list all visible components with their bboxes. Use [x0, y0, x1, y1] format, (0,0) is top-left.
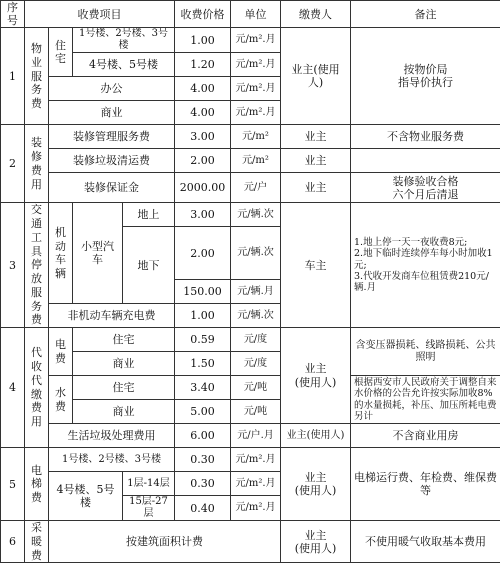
sub-category: 地下: [123, 227, 175, 304]
section-no: 5: [1, 448, 25, 521]
unit-cell: 元/m².月: [231, 448, 281, 472]
remark-cell: 电梯运行费、年检费、维保费等: [351, 448, 500, 521]
header-payer: 缴费人: [281, 1, 351, 28]
section-no: 3: [1, 203, 25, 328]
remark-cell: 装修验收合格 六个月后清退: [351, 173, 500, 203]
payer-cell: 业主: [281, 173, 351, 203]
item-cell: 住宅: [73, 376, 175, 400]
unit-cell: 元/辆.月: [231, 280, 281, 304]
section-no: 4: [1, 328, 25, 448]
sub-category: 水费: [49, 376, 73, 424]
item-cell: 非机动车辆充电费: [49, 304, 175, 328]
payer-cell: 业主(使用人): [281, 28, 351, 125]
sub-category: 电费: [49, 328, 73, 376]
price-cell: 2.00: [175, 149, 231, 173]
header-price: 收费价格: [175, 1, 231, 28]
price-cell: 3.00: [175, 203, 231, 227]
price-cell: 0.59: [175, 328, 231, 352]
sub-category: 住宅: [49, 28, 73, 77]
section-category: 物业服务费: [25, 28, 49, 125]
unit-cell: 元/m².月: [231, 53, 281, 77]
remark-cell: 按物价局 指导价执行: [351, 28, 500, 125]
payer-cell: 业主 (使用人): [281, 521, 351, 563]
section-category: 交通工具停放服务费: [25, 203, 49, 328]
table-row: [1, 28, 500, 53]
payer-cell: 业主 (使用人): [281, 448, 351, 521]
unit-cell: 元/m².月: [231, 77, 281, 101]
item-cell: 按建筑面积计费: [49, 521, 281, 563]
price-cell: 3.40: [175, 376, 231, 400]
price-cell: 1.00: [175, 28, 231, 53]
price-cell: 0.30: [175, 472, 231, 496]
remark-cell: 1.地上停一天一夜收费8元; 2.地下临时连续停车每小时加收1元; 3.代收开发商车位租赁费210元/辆.月: [351, 203, 500, 328]
sub-category: 机动车辆: [49, 203, 73, 304]
section-no: 1: [1, 28, 25, 125]
header-remark: 备注: [351, 1, 500, 28]
unit-cell: 元/m²: [231, 125, 281, 149]
remark-cell: 不含商业用房: [351, 424, 500, 448]
header-item: 收费项目: [25, 1, 175, 28]
header-no: 序号: [1, 1, 25, 28]
sub-category: 4号楼、5号楼: [49, 472, 123, 521]
item-cell: 生活垃圾处理费用: [49, 424, 175, 448]
remark-cell: 不使用暖气收取基本费用: [351, 521, 500, 563]
price-cell: 6.00: [175, 424, 231, 448]
remark-cell: 不含物业服务费: [351, 125, 500, 149]
unit-cell: 元/辆.次: [231, 203, 281, 227]
unit-cell: 元/m².月: [231, 472, 281, 496]
price-cell: 5.00: [175, 400, 231, 424]
item-cell: 装修管理服务费: [49, 125, 175, 149]
price-cell: 3.00: [175, 125, 231, 149]
sub-category: 地上: [123, 203, 175, 227]
payer-cell: 业主: [281, 149, 351, 173]
unit-cell: 元/户.月: [231, 424, 281, 448]
payer-cell: 车主: [281, 203, 351, 328]
price-cell: 4.00: [175, 101, 231, 125]
section-category: 代收代缴费用: [25, 328, 49, 448]
section-no: 6: [1, 521, 25, 563]
table-row: [1, 149, 500, 173]
section-category: 装修费用: [25, 125, 49, 203]
payer-cell: 业主 (使用人): [281, 328, 351, 424]
unit-cell: 元/辆.次: [231, 304, 281, 328]
payer-cell: 业主: [281, 125, 351, 149]
item-cell: 住宅: [73, 328, 175, 352]
table-row: [1, 328, 500, 352]
price-cell: 0.40: [175, 496, 231, 521]
item-cell: 商业: [73, 400, 175, 424]
price-cell: 4.00: [175, 77, 231, 101]
section-category: 采暖费: [25, 521, 49, 563]
remark-cell: 根据西安市人民政府关于调整自来水价格的公告允许按实际加收8%的水量损耗，补压、加压所耗电费另计: [351, 376, 500, 424]
unit-cell: 元/户: [231, 173, 281, 203]
unit-cell: 元/度: [231, 328, 281, 352]
item-cell: 4号楼、5号楼: [73, 53, 175, 77]
table-row: [1, 173, 500, 203]
item-cell: 装修保证金: [49, 173, 175, 203]
unit-cell: 元/度: [231, 352, 281, 376]
unit-cell: 元/m².月: [231, 496, 281, 521]
unit-cell: 元/m².月: [231, 101, 281, 125]
table-row: [1, 203, 500, 227]
price-cell: 2000.00: [175, 173, 231, 203]
table-row: [1, 424, 500, 448]
price-cell: 1.50: [175, 352, 231, 376]
item-cell: 办公: [49, 77, 175, 101]
remark-cell: [351, 149, 500, 173]
floor-cell: 1层-14层: [123, 472, 175, 496]
price-cell: 1.00: [175, 304, 231, 328]
remark-cell: 含变压器损耗、线路损耗、公共照明: [351, 328, 500, 376]
item-cell: 1号楼、2号楼、3号楼: [49, 448, 175, 472]
item-cell: 商业: [73, 352, 175, 376]
table-row: [1, 448, 500, 472]
table-row: [1, 125, 500, 149]
unit-cell: 元/吨: [231, 400, 281, 424]
header-unit: 单位: [231, 1, 281, 28]
unit-cell: 元/吨: [231, 376, 281, 400]
table-row: [1, 521, 500, 563]
item-cell: 商业: [49, 101, 175, 125]
section-no: 2: [1, 125, 25, 203]
price-cell: 150.00: [175, 280, 231, 304]
price-cell: 0.30: [175, 448, 231, 472]
floor-cell: 15层-27层: [123, 496, 175, 521]
section-category: 电梯费: [25, 448, 49, 521]
header-row: [1, 1, 500, 28]
unit-cell: 元/m².月: [231, 28, 281, 53]
item-cell: 1号楼、2号楼、3号楼: [73, 28, 175, 53]
table-row: [1, 376, 500, 400]
unit-cell: 元/辆.次: [231, 227, 281, 280]
item-cell: 装修垃圾清运费: [49, 149, 175, 173]
payer-cell: 业主(使用人): [281, 424, 351, 448]
sub-category: 小型汽车: [73, 203, 123, 304]
unit-cell: 元/m²: [231, 149, 281, 173]
price-cell: 1.20: [175, 53, 231, 77]
price-cell: 2.00: [175, 227, 231, 280]
